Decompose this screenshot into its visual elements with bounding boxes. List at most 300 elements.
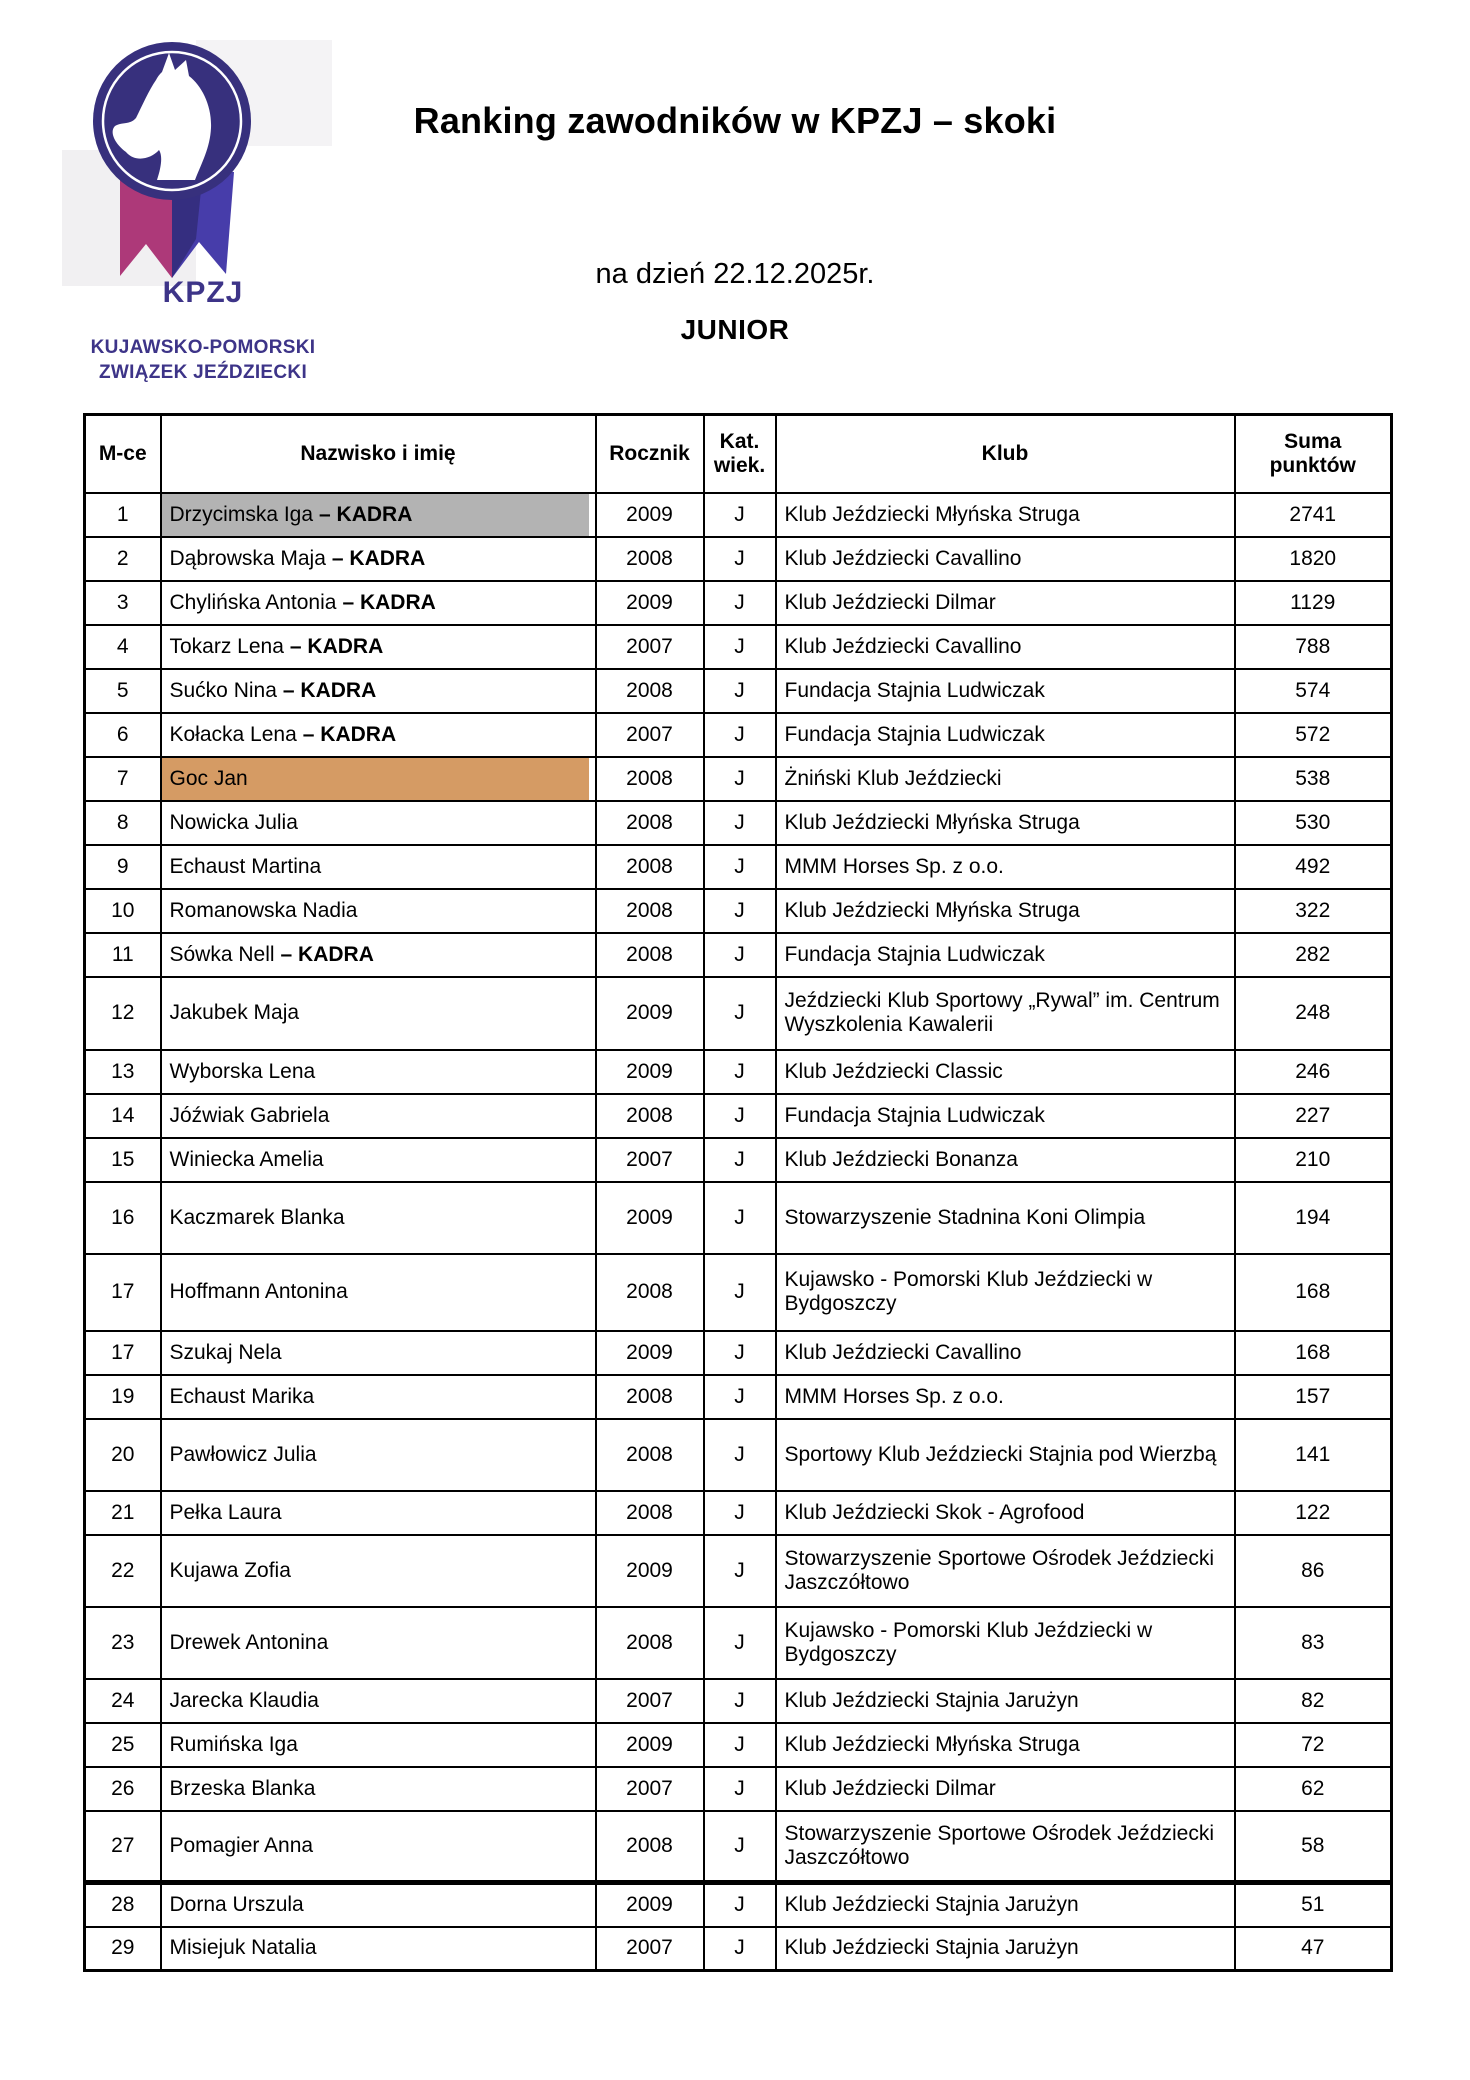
rider-name: Echaust Martina (169, 854, 322, 878)
year-cell (596, 537, 704, 581)
table-row (85, 493, 1392, 537)
club-name: Klub Jeździecki Dilmar (784, 590, 996, 614)
table-row (85, 933, 1392, 977)
category-cell (704, 1254, 776, 1331)
year-cell (596, 1419, 704, 1491)
rank-value: 17 (111, 1340, 135, 1364)
year-cell (596, 1254, 704, 1331)
age-category-value: J (734, 1558, 745, 1582)
rank-value: 28 (111, 1893, 135, 1917)
points-cell (1235, 1050, 1392, 1094)
category-cell (704, 1679, 776, 1723)
points-value: 141 (1295, 1442, 1331, 1466)
table-row (85, 1491, 1392, 1535)
rider-name: Wyborska Lena (169, 1059, 316, 1083)
rank-cell (85, 1331, 161, 1375)
table-row (85, 1138, 1392, 1182)
rank-value: 12 (111, 1001, 135, 1024)
year-cell (596, 977, 704, 1050)
birth-year-value: 2008 (626, 1103, 673, 1127)
birth-year-value: 2008 (626, 1630, 673, 1654)
rank-cell (85, 1927, 161, 1971)
rank-cell (85, 713, 161, 757)
age-category-value: J (734, 854, 745, 878)
points-cell (1235, 1607, 1392, 1679)
rank-cell (85, 1182, 161, 1254)
points-value: 86 (1301, 1558, 1325, 1582)
table-row (85, 1811, 1392, 1883)
table-row (85, 977, 1392, 1050)
name-cell (161, 1883, 596, 1927)
year-cell (596, 581, 704, 625)
year-cell (596, 1679, 704, 1723)
club-name: Klub Jeździecki Młyńska Struga (784, 502, 1080, 526)
name-cell (161, 625, 596, 669)
rider-name: Nowicka Julia (169, 810, 298, 834)
logo-org-line1: KUJAWSKO-POMORSKI (90, 337, 316, 358)
birth-year-value: 2008 (626, 546, 673, 570)
year-cell (596, 801, 704, 845)
rider-name-wrap (162, 1501, 595, 1525)
club-cell (776, 889, 1235, 933)
points-value: 83 (1301, 1630, 1325, 1654)
table-row (85, 889, 1392, 933)
rider-name-wrap (162, 1936, 595, 1960)
logo-org-line2: ZWIĄZEK JEŹDZIECKI (98, 362, 308, 383)
category-cell (704, 1927, 776, 1971)
rank-value: 17 (111, 1280, 135, 1303)
column-header-points: Suma punktów (1235, 415, 1392, 493)
rider-name-wrap (162, 679, 595, 703)
rank-cell (85, 1607, 161, 1679)
name-cell (161, 933, 596, 977)
name-cell (161, 1331, 596, 1375)
club-name: Fundacja Stajnia Ludwiczak (784, 678, 1045, 702)
age-category-value: J (734, 678, 745, 702)
column-header-club: Klub (776, 415, 1235, 493)
age-category-value: J (734, 1280, 745, 1303)
name-cell (161, 537, 596, 581)
category-cell (704, 1607, 776, 1679)
name-cell (161, 669, 596, 713)
club-cell (776, 1182, 1235, 1254)
club-cell (776, 1375, 1235, 1419)
category-cell (704, 1723, 776, 1767)
rank-value: 20 (111, 1442, 135, 1466)
birth-year-value: 2009 (626, 590, 673, 614)
birth-year-value: 2008 (626, 1280, 673, 1303)
rider-name: Brzeska Blanka (169, 1776, 316, 1800)
rank-cell (85, 1419, 161, 1491)
rank-value: 26 (111, 1776, 135, 1800)
points-value: 248 (1295, 1001, 1331, 1024)
age-category-value: J (734, 810, 745, 834)
birth-year-value: 2008 (626, 1500, 673, 1524)
rank-value: 8 (116, 810, 129, 834)
rider-name-wrap (162, 1559, 595, 1583)
points-cell (1235, 537, 1392, 581)
rank-cell (85, 625, 161, 669)
club-cell (776, 1723, 1235, 1767)
club-cell (776, 537, 1235, 581)
column-header-category: Kat. wiek. (704, 415, 776, 493)
rank-value: 4 (116, 634, 129, 658)
name-cell (161, 1138, 596, 1182)
points-value: 47 (1301, 1936, 1325, 1960)
table-row (85, 1094, 1392, 1138)
rider-name: Misiejuk Natalia (169, 1936, 317, 1960)
rider-name: Szukaj Nela (169, 1340, 282, 1364)
rider-name: Dąbrowska Maja (169, 546, 326, 570)
year-cell (596, 1050, 704, 1094)
points-cell (1235, 801, 1392, 845)
points-cell (1235, 977, 1392, 1050)
year-cell (596, 1182, 704, 1254)
club-cell (776, 581, 1235, 625)
column-header-name: Nazwisko i imię (161, 415, 596, 493)
age-category-value: J (734, 766, 745, 790)
year-cell (596, 1767, 704, 1811)
age-category-value: J (734, 1732, 745, 1756)
rider-name: Pomagier Anna (169, 1833, 314, 1857)
points-cell (1235, 669, 1392, 713)
age-category-value: J (734, 1776, 745, 1800)
points-cell (1235, 933, 1392, 977)
rank-cell (85, 1767, 161, 1811)
category-cell (704, 933, 776, 977)
table-row (85, 1723, 1392, 1767)
rider-name-wrap (162, 591, 595, 615)
rider-name: Goc Jan (169, 766, 248, 790)
birth-year-value: 2008 (626, 678, 673, 702)
club-name: Stowarzyszenie Sportowe Ośrodek Jeździecki Jaszczółtowo (784, 1546, 1215, 1594)
category-cell (704, 1050, 776, 1094)
birth-year-value: 2007 (626, 1936, 673, 1960)
year-cell (596, 493, 704, 537)
points-value: 538 (1295, 766, 1331, 790)
date-subtitle: na dzień 22.12.2025r. (595, 258, 875, 290)
year-cell (596, 1138, 704, 1182)
age-category-value: J (734, 590, 745, 614)
section-heading: JUNIOR (680, 314, 790, 345)
points-value: 572 (1295, 722, 1331, 746)
club-cell (776, 1254, 1235, 1331)
points-cell (1235, 889, 1392, 933)
rank-value: 19 (111, 1384, 135, 1408)
table-row (85, 669, 1392, 713)
birth-year-value: 2007 (626, 1147, 673, 1171)
rider-name-wrap (162, 1060, 595, 1084)
birth-year-value: 2007 (626, 1776, 673, 1800)
points-cell (1235, 1927, 1392, 1971)
rider-name-wrap (162, 1104, 595, 1128)
rider-name-wrap (162, 1206, 595, 1230)
club-cell (776, 1607, 1235, 1679)
rank-cell (85, 933, 161, 977)
rank-cell (85, 845, 161, 889)
name-cell (161, 1679, 596, 1723)
rider-name: Rumińska Iga (169, 1732, 298, 1756)
name-cell (161, 1094, 596, 1138)
year-cell (596, 1883, 704, 1927)
rider-name: Kujawa Zofia (169, 1558, 291, 1582)
age-category-value: J (734, 1442, 745, 1466)
points-cell (1235, 1491, 1392, 1535)
club-cell (776, 801, 1235, 845)
birth-year-value: 2009 (626, 1558, 673, 1582)
name-cell (161, 1811, 596, 1883)
kadra-badge: – KADRA (289, 634, 384, 658)
rider-name: Jakubek Maja (169, 1001, 300, 1024)
table-row (85, 1050, 1392, 1094)
rank-value: 23 (111, 1630, 135, 1654)
year-cell (596, 1535, 704, 1607)
points-value: 282 (1295, 942, 1331, 966)
club-cell (776, 1491, 1235, 1535)
rider-name: Hoffmann Antonina (169, 1280, 348, 1303)
page-title: Ranking zawodników w KPZJ – skoki (413, 100, 1057, 141)
year-cell (596, 1094, 704, 1138)
points-value: 168 (1295, 1280, 1331, 1303)
birth-year-value: 2007 (626, 634, 673, 658)
rider-name-wrap (162, 1443, 595, 1467)
age-category-value: J (734, 1340, 745, 1364)
points-cell (1235, 1767, 1392, 1811)
club-cell (776, 845, 1235, 889)
points-cell (1235, 493, 1392, 537)
points-cell (1235, 1182, 1392, 1254)
club-name: Klub Jeździecki Cavallino (784, 546, 1022, 570)
birth-year-value: 2009 (626, 1340, 673, 1364)
year-cell (596, 625, 704, 669)
table-row (85, 713, 1392, 757)
category-cell (704, 1767, 776, 1811)
rank-cell (85, 977, 161, 1050)
rank-value: 1 (116, 502, 129, 526)
club-name: Klub Jeździecki Młyńska Struga (784, 898, 1080, 922)
rank-cell (85, 1254, 161, 1331)
category-cell (704, 493, 776, 537)
points-value: 246 (1295, 1059, 1331, 1083)
ranking-table (83, 413, 1393, 1972)
rider-name: Sówka Nell (169, 942, 275, 966)
points-value: 1129 (1290, 590, 1336, 614)
category-cell (704, 1811, 776, 1883)
rider-name-wrap (162, 1689, 595, 1713)
rider-name-wrap (162, 855, 595, 879)
club-name: Klub Jeździecki Dilmar (784, 1776, 996, 1800)
table-row (85, 1679, 1392, 1723)
name-cell (161, 1182, 596, 1254)
rank-cell (85, 801, 161, 845)
rank-value: 13 (111, 1059, 135, 1083)
club-name: Jeździecki Klub Sportowy „Rywal” im. Centrum Wyszkolenia Kawalerii (784, 989, 1220, 1036)
age-category-value: J (734, 546, 745, 570)
points-cell (1235, 1535, 1392, 1607)
rider-name: Romanowska Nadia (169, 898, 358, 922)
points-value: 122 (1295, 1500, 1331, 1524)
club-cell (776, 933, 1235, 977)
year-cell (596, 933, 704, 977)
age-category-value: J (734, 1059, 745, 1083)
kadra-badge: – KADRA (319, 502, 413, 526)
rank-cell (85, 757, 161, 801)
category-cell (704, 1535, 776, 1607)
age-category-value: J (734, 1205, 745, 1229)
rank-value: 5 (116, 678, 129, 702)
table-row (85, 1607, 1392, 1679)
rank-cell (85, 493, 161, 537)
name-cell (161, 1535, 596, 1607)
points-value: 58 (1301, 1833, 1325, 1857)
club-cell (776, 1535, 1235, 1607)
table-row (85, 1535, 1392, 1607)
rider-name-wrap (162, 723, 595, 747)
points-value: 530 (1295, 810, 1331, 834)
points-value: 168 (1295, 1340, 1331, 1364)
club-cell (776, 977, 1235, 1050)
category-cell (704, 1331, 776, 1375)
rank-value: 2 (116, 546, 129, 570)
rank-value: 24 (111, 1688, 135, 1712)
rider-name: Pawłowicz Julia (169, 1442, 317, 1466)
birth-year-value: 2008 (626, 854, 673, 878)
age-category-value: J (734, 1384, 745, 1408)
points-cell (1235, 757, 1392, 801)
age-category-value: J (734, 898, 745, 922)
rider-name: Tokarz Lena (169, 634, 284, 658)
year-cell (596, 1607, 704, 1679)
year-cell (596, 669, 704, 713)
birth-year-value: 2007 (626, 1688, 673, 1712)
rank-value: 14 (111, 1103, 135, 1127)
table-row (85, 1767, 1392, 1811)
points-cell (1235, 1419, 1392, 1491)
category-cell (704, 1491, 776, 1535)
points-value: 210 (1295, 1147, 1331, 1171)
age-category-value: J (734, 1936, 745, 1960)
birth-year-value: 2008 (626, 1384, 673, 1408)
rank-cell (85, 1094, 161, 1138)
club-cell (776, 1138, 1235, 1182)
name-cell (161, 1419, 596, 1491)
points-value: 322 (1295, 898, 1331, 922)
rank-value: 7 (116, 766, 129, 790)
kadra-badge: – KADRA (282, 678, 377, 702)
points-value: 227 (1295, 1103, 1331, 1127)
rank-value: 27 (111, 1833, 135, 1857)
points-cell (1235, 625, 1392, 669)
rank-cell (85, 1050, 161, 1094)
category-cell (704, 1375, 776, 1419)
rank-value: 11 (111, 942, 134, 966)
year-cell (596, 845, 704, 889)
category-cell (704, 801, 776, 845)
category-cell (704, 581, 776, 625)
rank-cell (85, 537, 161, 581)
points-value: 1820 (1289, 546, 1337, 570)
category-cell (704, 537, 776, 581)
rank-value: 21 (111, 1500, 135, 1524)
points-cell (1235, 845, 1392, 889)
name-cell (161, 1254, 596, 1331)
category-cell (704, 1419, 776, 1491)
club-name: Sportowy Klub Jeździecki Stajnia pod Wierzbą (784, 1442, 1217, 1466)
rider-name-wrap (162, 1001, 595, 1025)
club-name: Fundacja Stajnia Ludwiczak (784, 942, 1045, 966)
club-name: Klub Jeździecki Skok - Agrofood (784, 1500, 1085, 1524)
club-cell (776, 1050, 1235, 1094)
table-row (85, 801, 1392, 845)
name-cell (161, 1050, 596, 1094)
birth-year-value: 2009 (626, 1059, 673, 1083)
rider-name-wrap (162, 767, 595, 791)
year-cell (596, 1375, 704, 1419)
rank-value: 10 (111, 898, 135, 922)
rank-cell (85, 1138, 161, 1182)
birth-year-value: 2009 (626, 502, 673, 526)
age-category-value: J (734, 1833, 745, 1857)
name-cell (161, 581, 596, 625)
club-cell (776, 625, 1235, 669)
name-cell (161, 757, 596, 801)
club-cell (776, 1811, 1235, 1883)
club-name: Klub Jeździecki Stajnia Jarużyn (784, 1688, 1079, 1712)
points-value: 51 (1301, 1893, 1325, 1917)
age-category-value: J (734, 1500, 745, 1524)
rank-value: 15 (111, 1147, 135, 1171)
category-cell (704, 1883, 776, 1927)
name-cell (161, 845, 596, 889)
name-cell (161, 801, 596, 845)
age-category-value: J (734, 1001, 745, 1024)
rank-cell (85, 1883, 161, 1927)
category-cell (704, 889, 776, 933)
year-cell (596, 757, 704, 801)
age-category-value: J (734, 1630, 745, 1654)
rider-name-wrap (162, 943, 595, 967)
points-cell (1235, 1254, 1392, 1331)
rank-cell (85, 1723, 161, 1767)
club-name: MMM Horses Sp. z o.o. (784, 854, 1004, 878)
category-cell (704, 1182, 776, 1254)
rider-name-wrap (162, 503, 595, 527)
table-row (85, 845, 1392, 889)
club-name: Klub Jeździecki Cavallino (784, 634, 1022, 658)
rider-name: Chylińska Antonia (169, 590, 337, 614)
rank-cell (85, 1375, 161, 1419)
rider-name: Drzycimska Iga (169, 502, 314, 526)
rider-name-wrap (162, 1777, 595, 1801)
club-cell (776, 493, 1235, 537)
club-name: Stowarzyszenie Sportowe Ośrodek Jeździecki Jaszczółtowo (784, 1821, 1215, 1869)
category-cell (704, 1138, 776, 1182)
kadra-badge: – KADRA (342, 590, 436, 614)
age-category-value: J (734, 634, 745, 658)
table-row (85, 537, 1392, 581)
category-cell (704, 845, 776, 889)
rider-name-wrap (162, 1148, 595, 1172)
age-category-value: J (734, 1147, 745, 1171)
category-cell (704, 757, 776, 801)
name-cell (161, 1375, 596, 1419)
category-cell (704, 625, 776, 669)
rank-value: 6 (116, 722, 129, 746)
club-name: Klub Jeździecki Młyńska Struga (784, 810, 1080, 834)
club-cell (776, 669, 1235, 713)
rank-cell (85, 889, 161, 933)
birth-year-value: 2008 (626, 810, 673, 834)
